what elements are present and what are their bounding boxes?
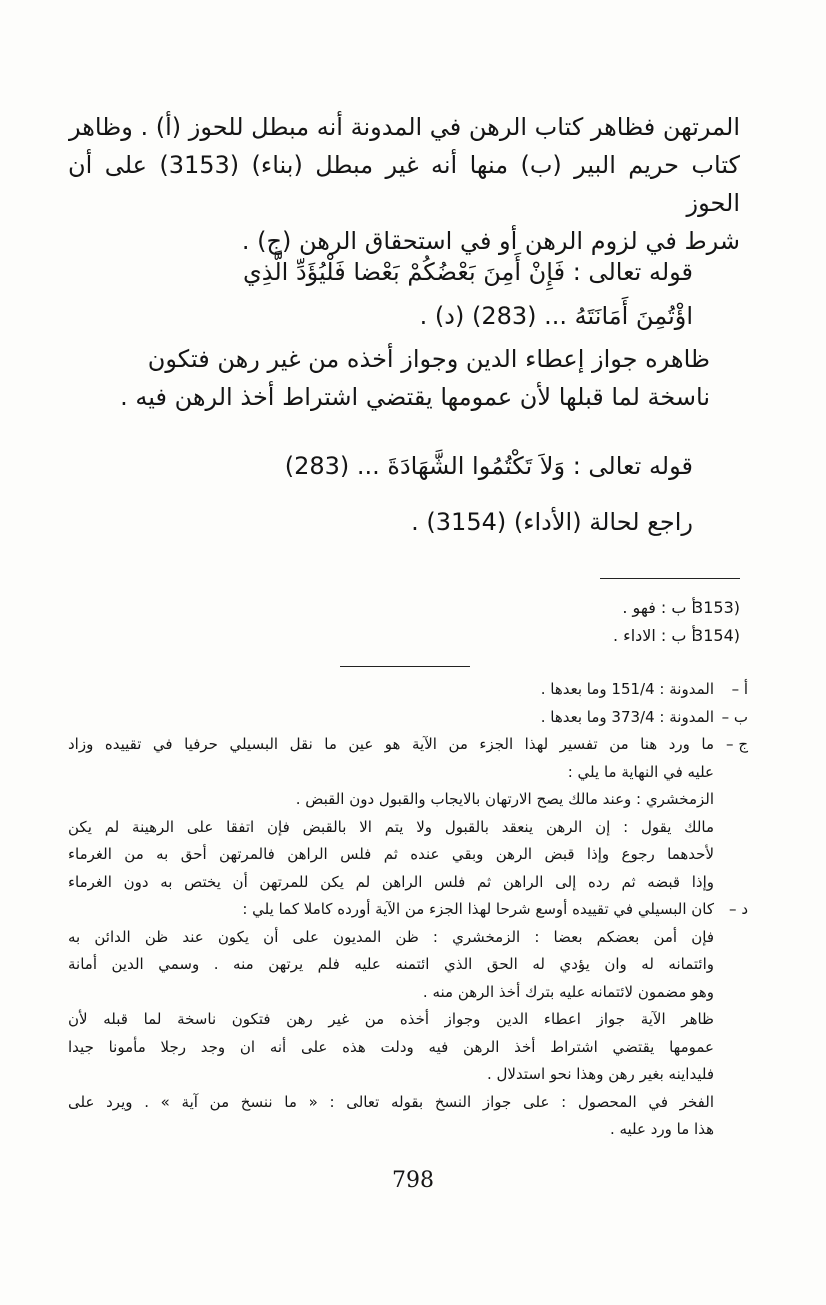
body-paragraph-2	[68, 340, 710, 416]
note-line: ظاهر الآية جواز اعطاء الدين وجواز أخذه من غير رهن فتكون ناسخة لما قبله لأن	[68, 1010, 714, 1028]
reference-line	[68, 500, 693, 544]
commentary-note-c	[68, 731, 748, 896]
commentary	[68, 676, 748, 1144]
body-paragraph-1	[68, 108, 740, 260]
footnotes	[68, 594, 740, 650]
commentary-divider	[340, 666, 470, 667]
text-line: قوله تعالى : فَإِنْ أَمِنَ بَعْضُكُمْ بَعْضا فَلْيُؤَدِّ الَّذِي	[242, 258, 693, 286]
note-label: ب –	[721, 707, 748, 726]
footnote-text: أ ب : الاداء .	[613, 626, 696, 645]
footnote-divider	[600, 578, 740, 579]
note-line: الفخر في المحصول : على جواز النسخ بقوله تعالى : « ما ننسخ من آية » . ويرد على	[68, 1092, 714, 1111]
note-label: د –	[729, 900, 748, 918]
commentary-note-b	[68, 704, 748, 732]
quran-quote-1	[68, 250, 693, 338]
text-line: قوله تعالى : وَلاَ تَكْتُمُوا الشَّهَادَةَ ... (283)	[284, 452, 693, 480]
footnote	[68, 594, 740, 622]
commentary-note-d	[68, 896, 748, 1144]
text-line: المرتهن فظاهر كتاب الرهن في المدونة أنه مبطل للحوز (أ) . وظاهر	[68, 113, 740, 141]
footnote-number: (3154	[693, 626, 740, 645]
quran-quote-2	[68, 444, 693, 488]
footnote	[68, 622, 740, 650]
commentary-note-a	[68, 676, 748, 704]
text-line: كتاب حريم البير (ب) منها أنه غير مبطل (بناء) (3153) على أن الحوز	[68, 151, 740, 217]
note-line: عمومها يقتضي اشتراط أخذ الرهن فيه ودلت هذه على أنه ان وجد رجلا مأمونا جيدا	[68, 1037, 714, 1056]
note-line: وهو مضمون لائتمانه عليه بترك أخذ الرهن منه .	[422, 982, 714, 1001]
text-line: راجع لحالة (الأداء) (3154) .	[411, 508, 693, 536]
note-line: وإذا قبضه ثم رده إلى الراهن ثم فلس الراهن لم يكن للمرتهن أن يختص به دون الغرماء	[68, 872, 714, 891]
note-line: كان البسيلي في تقييده أوسع شرحا لهذا الجزء من الآية أورده كاملا كما يلي :	[242, 900, 714, 918]
text-line: ظاهره جواز إعطاء الدين وجواز أخذه من غير رهن فتكون	[147, 345, 710, 373]
note-line: هذا ما ورد عليه .	[609, 1120, 714, 1138]
note-label: أ –	[731, 680, 748, 698]
note-line: المدونة : 373/4 وما بعدها .	[540, 707, 714, 726]
note-line: المدونة : 151/4 وما بعدها .	[540, 680, 714, 698]
note-line: فليداينه بغير رهن وهذا نحو استدلال .	[487, 1065, 714, 1083]
text-line: شرط في لزوم الرهن أو في استحقاق الرهن (ج) .	[241, 227, 740, 255]
note-line: وائتمانه له وان يؤدي له الحق الذي ائتمنه عليه فلم يرتهن منه . وسمي الدين أمانة	[68, 955, 714, 973]
note-line: مالك يقول : إن الرهن ينعقد بالقبول ولا يتم الا بالقبض فإن اتفقا على الرهينة لم يكن	[68, 817, 714, 836]
note-line: الزمخشري : وعند مالك يصح الارتهان بالايجاب والقبول دون القبض .	[295, 790, 714, 808]
note-line: عليه في النهاية ما يلي :	[567, 762, 714, 781]
page-number: 798	[392, 1168, 434, 1193]
text-line: اؤْتُمِنَ أَمَانَتَهُ ... (283) (د) .	[419, 302, 693, 330]
note-line: لأحدهما رجوع وإذا قبض الرهن وبقي عنده ثم فلس الراهن فالمرتهن أحق به من الغرماء	[68, 845, 714, 863]
note-label: ج –	[726, 735, 748, 753]
text-line: ناسخة لما قبلها لأن عمومها يقتضي اشتراط أخذ الرهن فيه .	[120, 383, 710, 411]
footnote-text: أ ب : فهو .	[622, 598, 696, 617]
note-line: فإن أمن بعضكم بعضا : الزمخشري : ظن المديون على أن يكون عند ظن الدائن به	[68, 927, 714, 946]
note-line: ما ورد هنا من تفسير لهذا الجزء من الآية هو عين ما نقل البسيلي حرفيا في تقييده وزاد	[68, 735, 714, 753]
footnote-number: (3153	[693, 598, 740, 617]
